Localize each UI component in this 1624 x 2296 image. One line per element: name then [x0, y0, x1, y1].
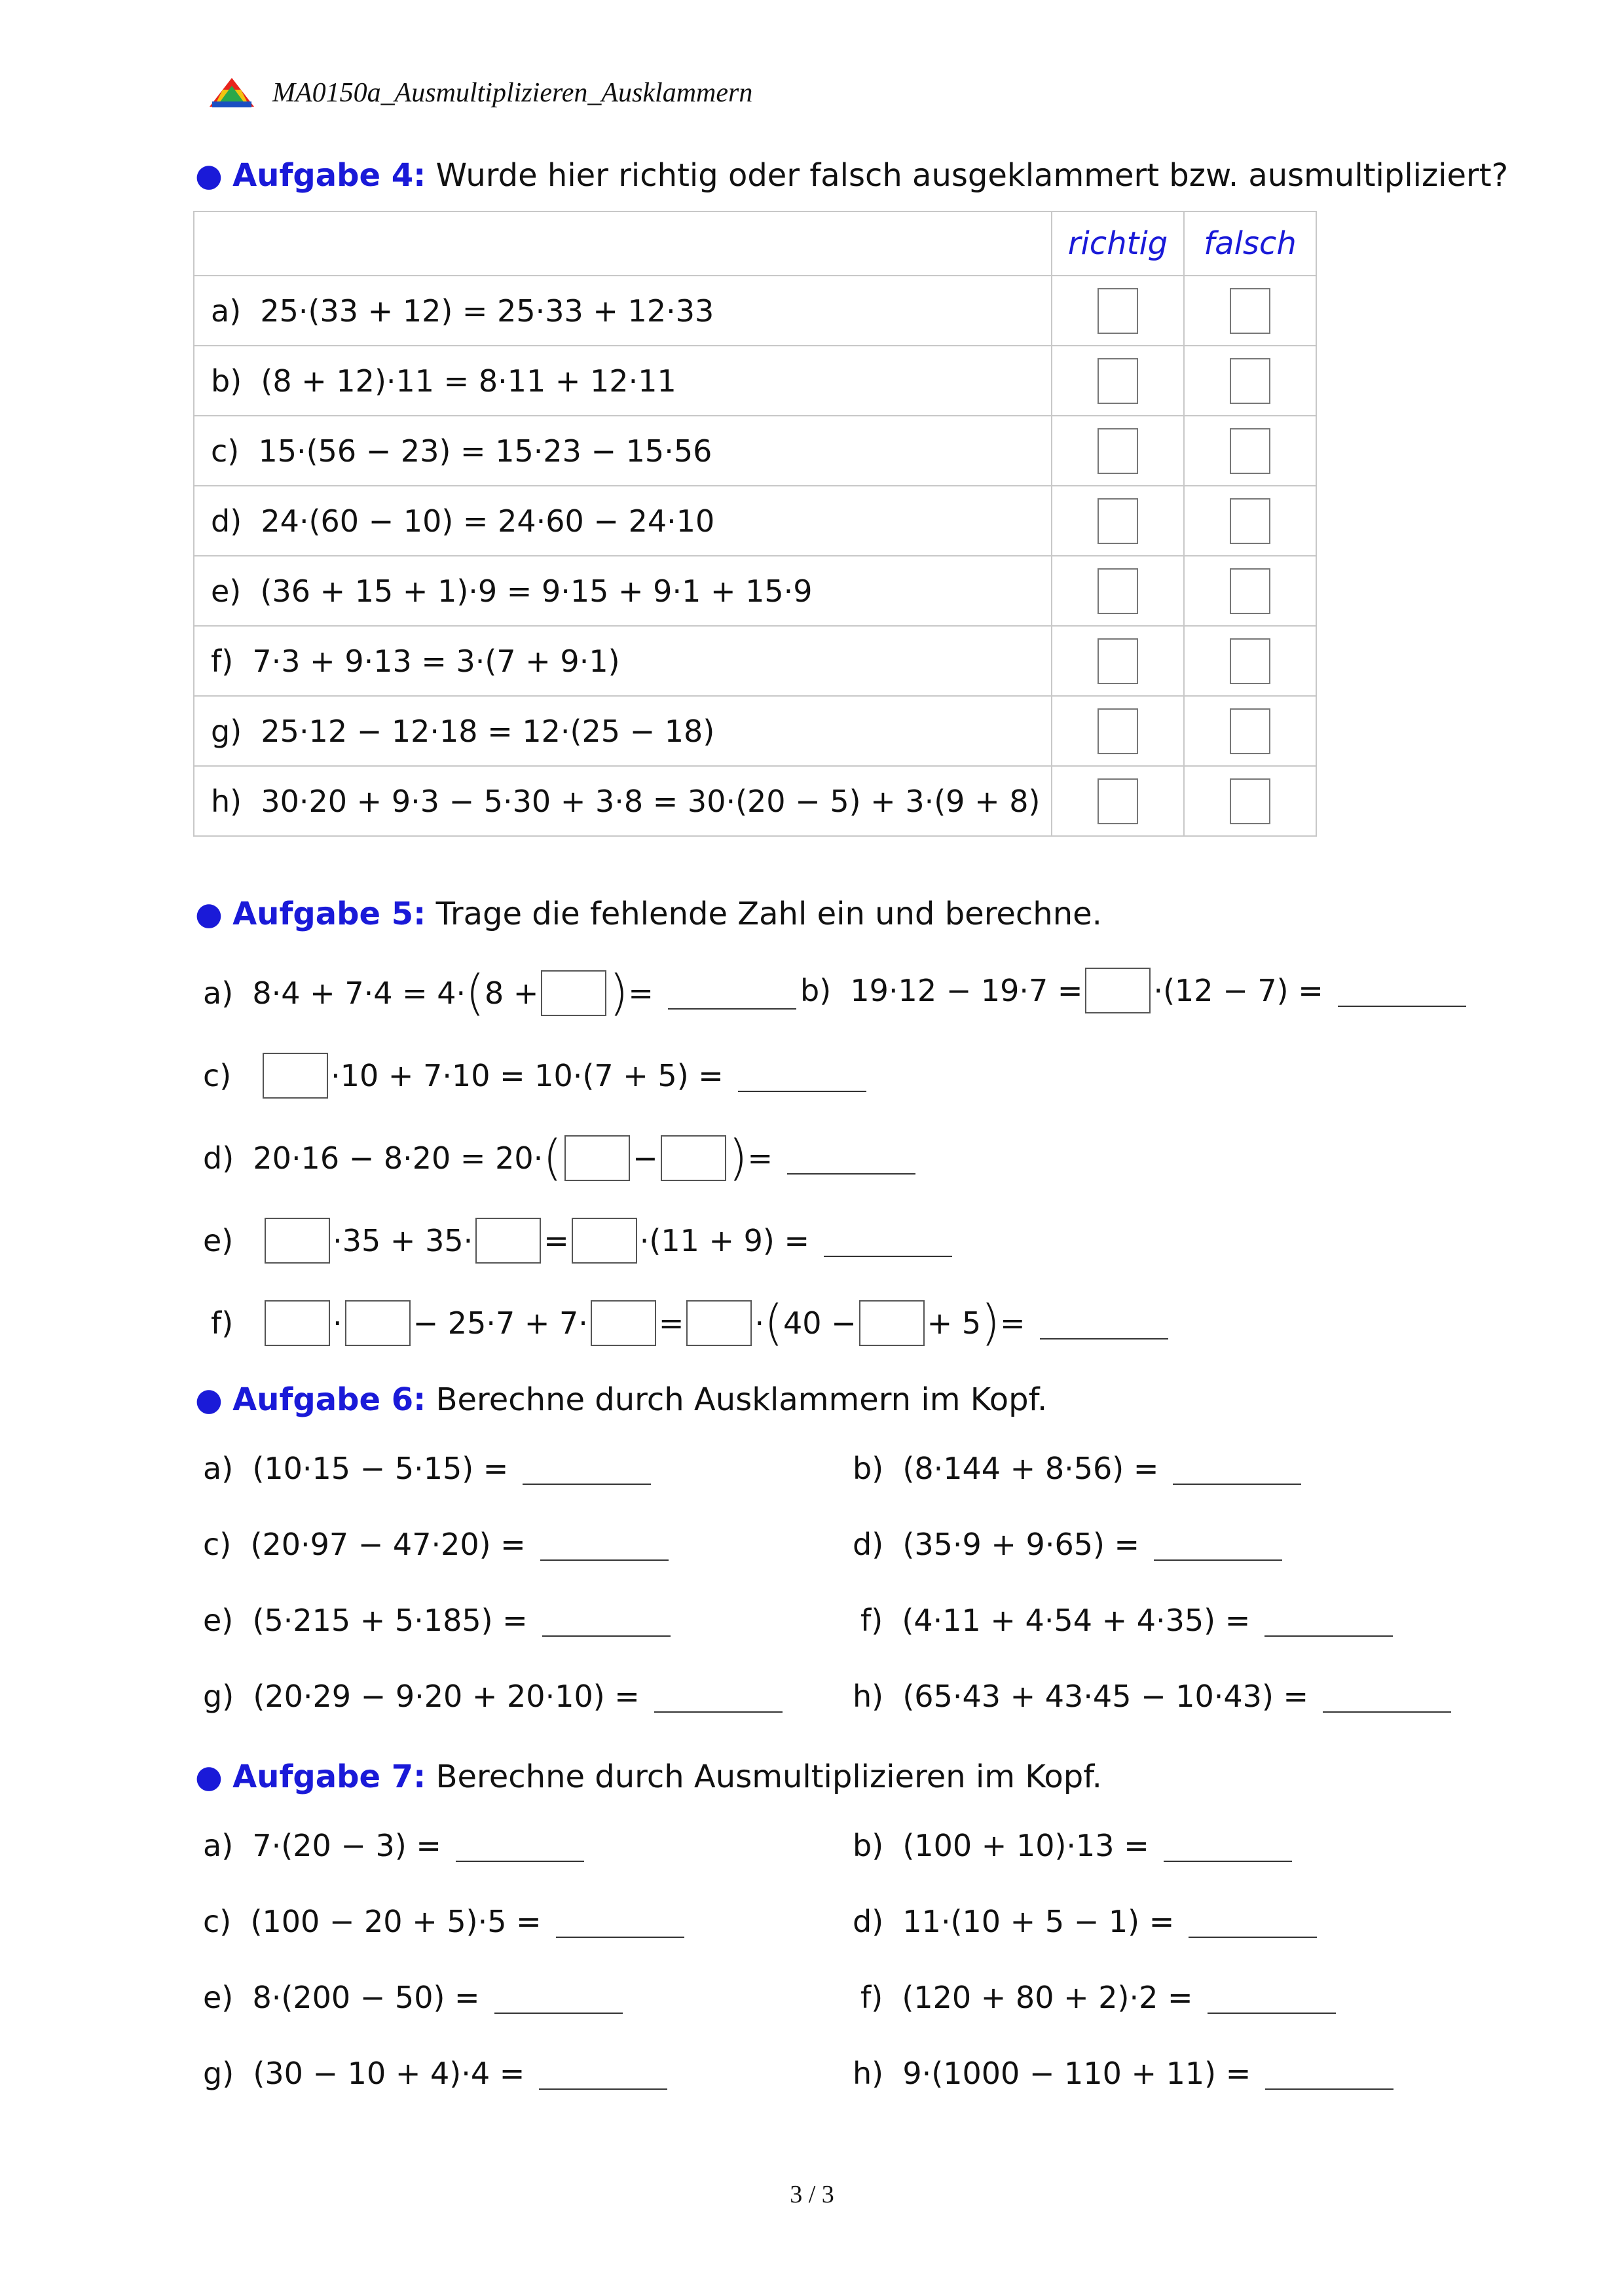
missing-number-box[interactable] — [345, 1300, 411, 1346]
item-expression: (100 + 10)·13 = — [902, 1828, 1149, 1863]
richtig-checkbox[interactable] — [1098, 638, 1138, 684]
item-expression: 8·(200 − 50) = — [252, 1980, 480, 2015]
falsch-checkbox[interactable] — [1230, 498, 1270, 544]
task6-item — [853, 1525, 1282, 1563]
task7-item — [860, 1978, 1336, 2016]
answer-line[interactable] — [1164, 1861, 1292, 1862]
table-row — [194, 626, 1316, 696]
item-id: f) — [211, 1305, 234, 1341]
equals-sign: = — [628, 975, 654, 1011]
answer-line[interactable] — [540, 1559, 669, 1561]
task6-item — [860, 1601, 1393, 1639]
row-id: c) — [211, 433, 240, 469]
row-expression: 25·(33 + 12) = 25·33 + 12·33 — [260, 293, 714, 329]
falsch-cell — [1184, 276, 1316, 346]
task6-heading — [195, 1380, 1047, 1419]
question-cell — [194, 556, 1052, 626]
item-expression: (10·15 − 5·15) = — [252, 1451, 509, 1486]
item-expression: (20·97 − 47·20) = — [250, 1527, 526, 1562]
item-expression: 11·(10 + 5 − 1) = — [902, 1904, 1175, 1939]
missing-number-box[interactable] — [541, 970, 606, 1016]
expression-part: 8 + — [485, 975, 539, 1011]
answer-line[interactable] — [1189, 1937, 1317, 1938]
item-id: g) — [203, 1679, 234, 1714]
item-id: f) — [860, 1603, 883, 1638]
table-row — [194, 416, 1316, 486]
answer-line[interactable] — [1208, 2013, 1336, 2014]
task7-item — [203, 1827, 584, 1865]
table-row — [194, 276, 1316, 346]
question-cell — [194, 696, 1052, 766]
multiply-dot: · — [754, 1305, 765, 1341]
task5-item-a — [203, 965, 796, 1021]
task4-table — [193, 211, 1317, 837]
falsch-cell — [1184, 626, 1316, 696]
item-expression: (120 + 80 + 2)·2 = — [902, 1980, 1193, 2015]
item-id: g) — [203, 2056, 234, 2091]
paren-close: ) — [981, 1295, 1000, 1351]
page-number: 3 / 3 — [790, 2181, 834, 2208]
answer-line[interactable] — [824, 1256, 952, 1257]
task7-item — [203, 2054, 667, 2092]
expression-part: ·(11 + 9) = — [639, 1223, 810, 1258]
paren-close: ) — [728, 1130, 748, 1186]
row-expression: 15·(56 − 23) = 15·23 − 15·56 — [258, 433, 712, 469]
answer-line[interactable] — [654, 1711, 783, 1713]
falsch-cell — [1184, 416, 1316, 486]
task5-item-b — [800, 968, 1466, 1013]
item-id: d) — [203, 1140, 234, 1176]
missing-number-box[interactable] — [591, 1300, 656, 1346]
row-id: d) — [211, 503, 242, 539]
task5-item-d — [203, 1130, 915, 1186]
table-row — [194, 696, 1316, 766]
task7-item — [203, 1903, 684, 1941]
paren-open: ( — [466, 965, 485, 1021]
item-expression: 9·(1000 − 110 + 11) = — [902, 2056, 1251, 2091]
item-id: b) — [800, 973, 832, 1008]
answer-line[interactable] — [542, 1635, 671, 1637]
row-expression: 7·3 + 9·13 = 3·(7 + 9·1) — [252, 643, 620, 679]
answer-line[interactable] — [523, 1484, 651, 1485]
task4-label: Aufgabe 4: — [232, 157, 426, 194]
answer-line[interactable] — [1323, 1711, 1451, 1713]
expression-part: + 5 — [927, 1305, 982, 1341]
task6-item — [203, 1525, 669, 1563]
falsch-checkbox[interactable] — [1230, 288, 1270, 334]
item-id: c) — [203, 1904, 232, 1939]
row-id: g) — [211, 713, 242, 749]
paren-open: ( — [543, 1130, 563, 1186]
row-id: f) — [211, 643, 234, 679]
missing-number-box[interactable] — [564, 1135, 630, 1181]
question-cell — [194, 486, 1052, 556]
richtig-checkbox[interactable] — [1098, 778, 1138, 824]
answer-line[interactable] — [556, 1937, 684, 1938]
expression-part: 40 − — [783, 1305, 857, 1341]
row-expression: 24·(60 − 10) = 24·60 − 24·10 — [261, 503, 715, 539]
item-id: d) — [853, 1904, 884, 1939]
richtig-cell — [1052, 416, 1184, 486]
paren-open: ( — [764, 1295, 783, 1351]
answer-line[interactable] — [1265, 2088, 1393, 2090]
expression-part: ·(12 − 7) = — [1153, 973, 1323, 1008]
task5-item-c — [203, 1053, 866, 1099]
row-expression: (8 + 12)·11 = 8·11 + 12·11 — [261, 363, 676, 399]
publisher-logo-icon — [208, 77, 255, 109]
expression-part: 19·12 − 19·7 = — [850, 973, 1083, 1008]
falsch-cell — [1184, 696, 1316, 766]
task5-heading — [195, 894, 1102, 934]
question-cell — [194, 346, 1052, 416]
expression-part: 8·4 + 7·4 = 4· — [252, 975, 466, 1011]
task5-instruction: Trage die fehlende Zahl ein und berechne. — [435, 896, 1102, 932]
row-id: a) — [211, 293, 242, 329]
item-id: e) — [203, 1223, 234, 1258]
expression-part: − 25·7 + 7· — [413, 1305, 588, 1341]
task5-item-e — [203, 1218, 952, 1264]
item-expression: (20·29 − 9·20 + 20·10) = — [253, 1679, 640, 1714]
richtig-cell — [1052, 486, 1184, 556]
richtig-checkbox[interactable] — [1098, 358, 1138, 404]
answer-line[interactable] — [1154, 1559, 1282, 1561]
bullet-icon: ● — [195, 157, 223, 194]
task7-item — [853, 1903, 1317, 1941]
missing-number-box[interactable] — [265, 1218, 330, 1264]
header-empty-cell — [194, 211, 1052, 276]
equals-sign: = — [544, 1223, 569, 1258]
item-id: e) — [203, 1603, 234, 1638]
expression-part: ·10 + 7·10 = 10·(7 + 5) = — [331, 1058, 724, 1093]
item-id: c) — [203, 1058, 232, 1093]
missing-number-box[interactable] — [265, 1300, 330, 1346]
richtig-cell — [1052, 626, 1184, 696]
item-id: a) — [203, 1828, 234, 1863]
falsch-checkbox[interactable] — [1230, 428, 1270, 474]
question-cell — [194, 766, 1052, 836]
answer-line[interactable] — [539, 2088, 667, 2090]
row-id: e) — [211, 573, 242, 609]
item-id: e) — [203, 1980, 234, 2015]
falsch-cell — [1184, 766, 1316, 836]
answer-line[interactable] — [456, 1861, 584, 1862]
question-cell — [194, 276, 1052, 346]
bullet-icon: ● — [195, 1758, 223, 1795]
falsch-checkbox[interactable] — [1230, 638, 1270, 684]
question-cell — [194, 416, 1052, 486]
equals-sign: = — [747, 1140, 773, 1176]
richtig-checkbox[interactable] — [1098, 498, 1138, 544]
missing-number-box[interactable] — [263, 1053, 328, 1099]
item-id: b) — [853, 1828, 884, 1863]
task4-heading — [195, 156, 1508, 195]
task7-label: Aufgabe 7: — [232, 1758, 426, 1795]
item-id: b) — [853, 1451, 884, 1486]
missing-number-box[interactable] — [859, 1300, 925, 1346]
falsch-cell — [1184, 486, 1316, 556]
richtig-checkbox[interactable] — [1098, 708, 1138, 754]
bullet-icon: ● — [195, 1381, 223, 1418]
answer-line[interactable] — [1040, 1338, 1168, 1339]
item-id: a) — [203, 1451, 234, 1486]
richtig-cell — [1052, 556, 1184, 626]
expression-part: 20·16 − 8·20 = 20· — [253, 1140, 544, 1176]
item-id: d) — [853, 1527, 884, 1562]
answer-line[interactable] — [1264, 1635, 1393, 1637]
missing-number-box[interactable] — [1085, 968, 1151, 1013]
table-row — [194, 766, 1316, 836]
item-expression: (65·43 + 43·45 − 10·43) = — [902, 1679, 1309, 1714]
falsch-checkbox[interactable] — [1230, 778, 1270, 824]
item-id: a) — [203, 975, 234, 1011]
item-expression: 7·(20 − 3) = — [252, 1828, 441, 1863]
page-header — [208, 73, 752, 113]
richtig-checkbox[interactable] — [1098, 428, 1138, 474]
item-id: f) — [860, 1980, 883, 2015]
answer-line[interactable] — [787, 1173, 915, 1175]
table-row — [194, 486, 1316, 556]
task7-item — [853, 2054, 1393, 2092]
falsch-checkbox[interactable] — [1230, 358, 1270, 404]
missing-number-box[interactable] — [572, 1218, 637, 1264]
table-row — [194, 346, 1316, 416]
richtig-cell — [1052, 346, 1184, 416]
question-cell — [194, 626, 1052, 696]
table-header-row — [194, 211, 1316, 276]
table-row — [194, 556, 1316, 626]
task6-item — [853, 1449, 1301, 1487]
task6-instruction: Berechne durch Ausklammern im Kopf. — [435, 1381, 1048, 1418]
answer-line[interactable] — [738, 1091, 866, 1092]
item-id: h) — [853, 2056, 884, 2091]
equals-sign: = — [999, 1305, 1025, 1341]
missing-number-box[interactable] — [475, 1218, 541, 1264]
row-expression: 25·12 − 12·18 = 12·(25 − 18) — [261, 713, 715, 749]
answer-line[interactable] — [1338, 1006, 1466, 1007]
item-id: c) — [203, 1527, 232, 1562]
bullet-icon: ● — [195, 896, 223, 932]
row-expression: (36 + 15 + 1)·9 = 9·15 + 9·1 + 15·9 — [260, 573, 813, 609]
task5-label: Aufgabe 5: — [232, 896, 426, 932]
task7-item — [203, 1978, 623, 2016]
minus-sign: − — [633, 1140, 658, 1176]
document-title: MA0150a_Ausmultiplizieren_Ausklammern — [272, 78, 753, 108]
multiply-dot: · — [333, 1305, 342, 1341]
task6-item — [203, 1449, 651, 1487]
paren-close: ) — [609, 965, 629, 1021]
row-id: h) — [211, 783, 242, 819]
richtig-cell — [1052, 696, 1184, 766]
item-expression: (35·9 + 9·65) = — [902, 1527, 1140, 1562]
missing-number-box[interactable] — [661, 1135, 726, 1181]
item-expression: (8·144 + 8·56) = — [902, 1451, 1159, 1486]
item-expression: (100 − 20 + 5)·5 = — [250, 1904, 542, 1939]
row-expression: 30·20 + 9·3 − 5·30 + 3·8 = 30·(20 − 5) + 3·(9 + 8) — [261, 783, 1041, 819]
richtig-cell — [1052, 276, 1184, 346]
item-expression: (4·11 + 4·54 + 4·35) = — [902, 1603, 1251, 1638]
expression-part: ·35 + 35· — [333, 1223, 473, 1258]
column-header-richtig: richtig — [1052, 211, 1184, 276]
falsch-checkbox[interactable] — [1230, 568, 1270, 614]
task6-label: Aufgabe 6: — [232, 1381, 426, 1418]
richtig-cell — [1052, 766, 1184, 836]
task5-item-f — [211, 1295, 1168, 1351]
task7-instruction: Berechne durch Ausmultiplizieren im Kopf. — [435, 1758, 1102, 1795]
task6-item — [853, 1677, 1451, 1715]
richtig-checkbox[interactable] — [1098, 288, 1138, 334]
task4-instruction: Wurde hier richtig oder falsch ausgeklammert bzw. ausmultipliziert? — [435, 157, 1509, 194]
column-header-falsch: falsch — [1184, 211, 1316, 276]
item-id: h) — [853, 1679, 884, 1714]
answer-line[interactable] — [494, 2013, 623, 2014]
row-id: b) — [211, 363, 242, 399]
item-expression: (5·215 + 5·185) = — [252, 1603, 528, 1638]
falsch-cell — [1184, 556, 1316, 626]
item-expression: (30 − 10 + 4)·4 = — [253, 2056, 525, 2091]
answer-line[interactable] — [1173, 1484, 1301, 1485]
task6-item — [203, 1677, 783, 1715]
answer-line[interactable] — [668, 1008, 796, 1010]
richtig-checkbox[interactable] — [1098, 568, 1138, 614]
missing-number-box[interactable] — [686, 1300, 752, 1346]
task7-item — [853, 1827, 1292, 1865]
falsch-checkbox[interactable] — [1230, 708, 1270, 754]
equals-sign: = — [658, 1305, 684, 1341]
task6-item — [203, 1601, 671, 1639]
task7-heading — [195, 1757, 1102, 1796]
falsch-cell — [1184, 346, 1316, 416]
